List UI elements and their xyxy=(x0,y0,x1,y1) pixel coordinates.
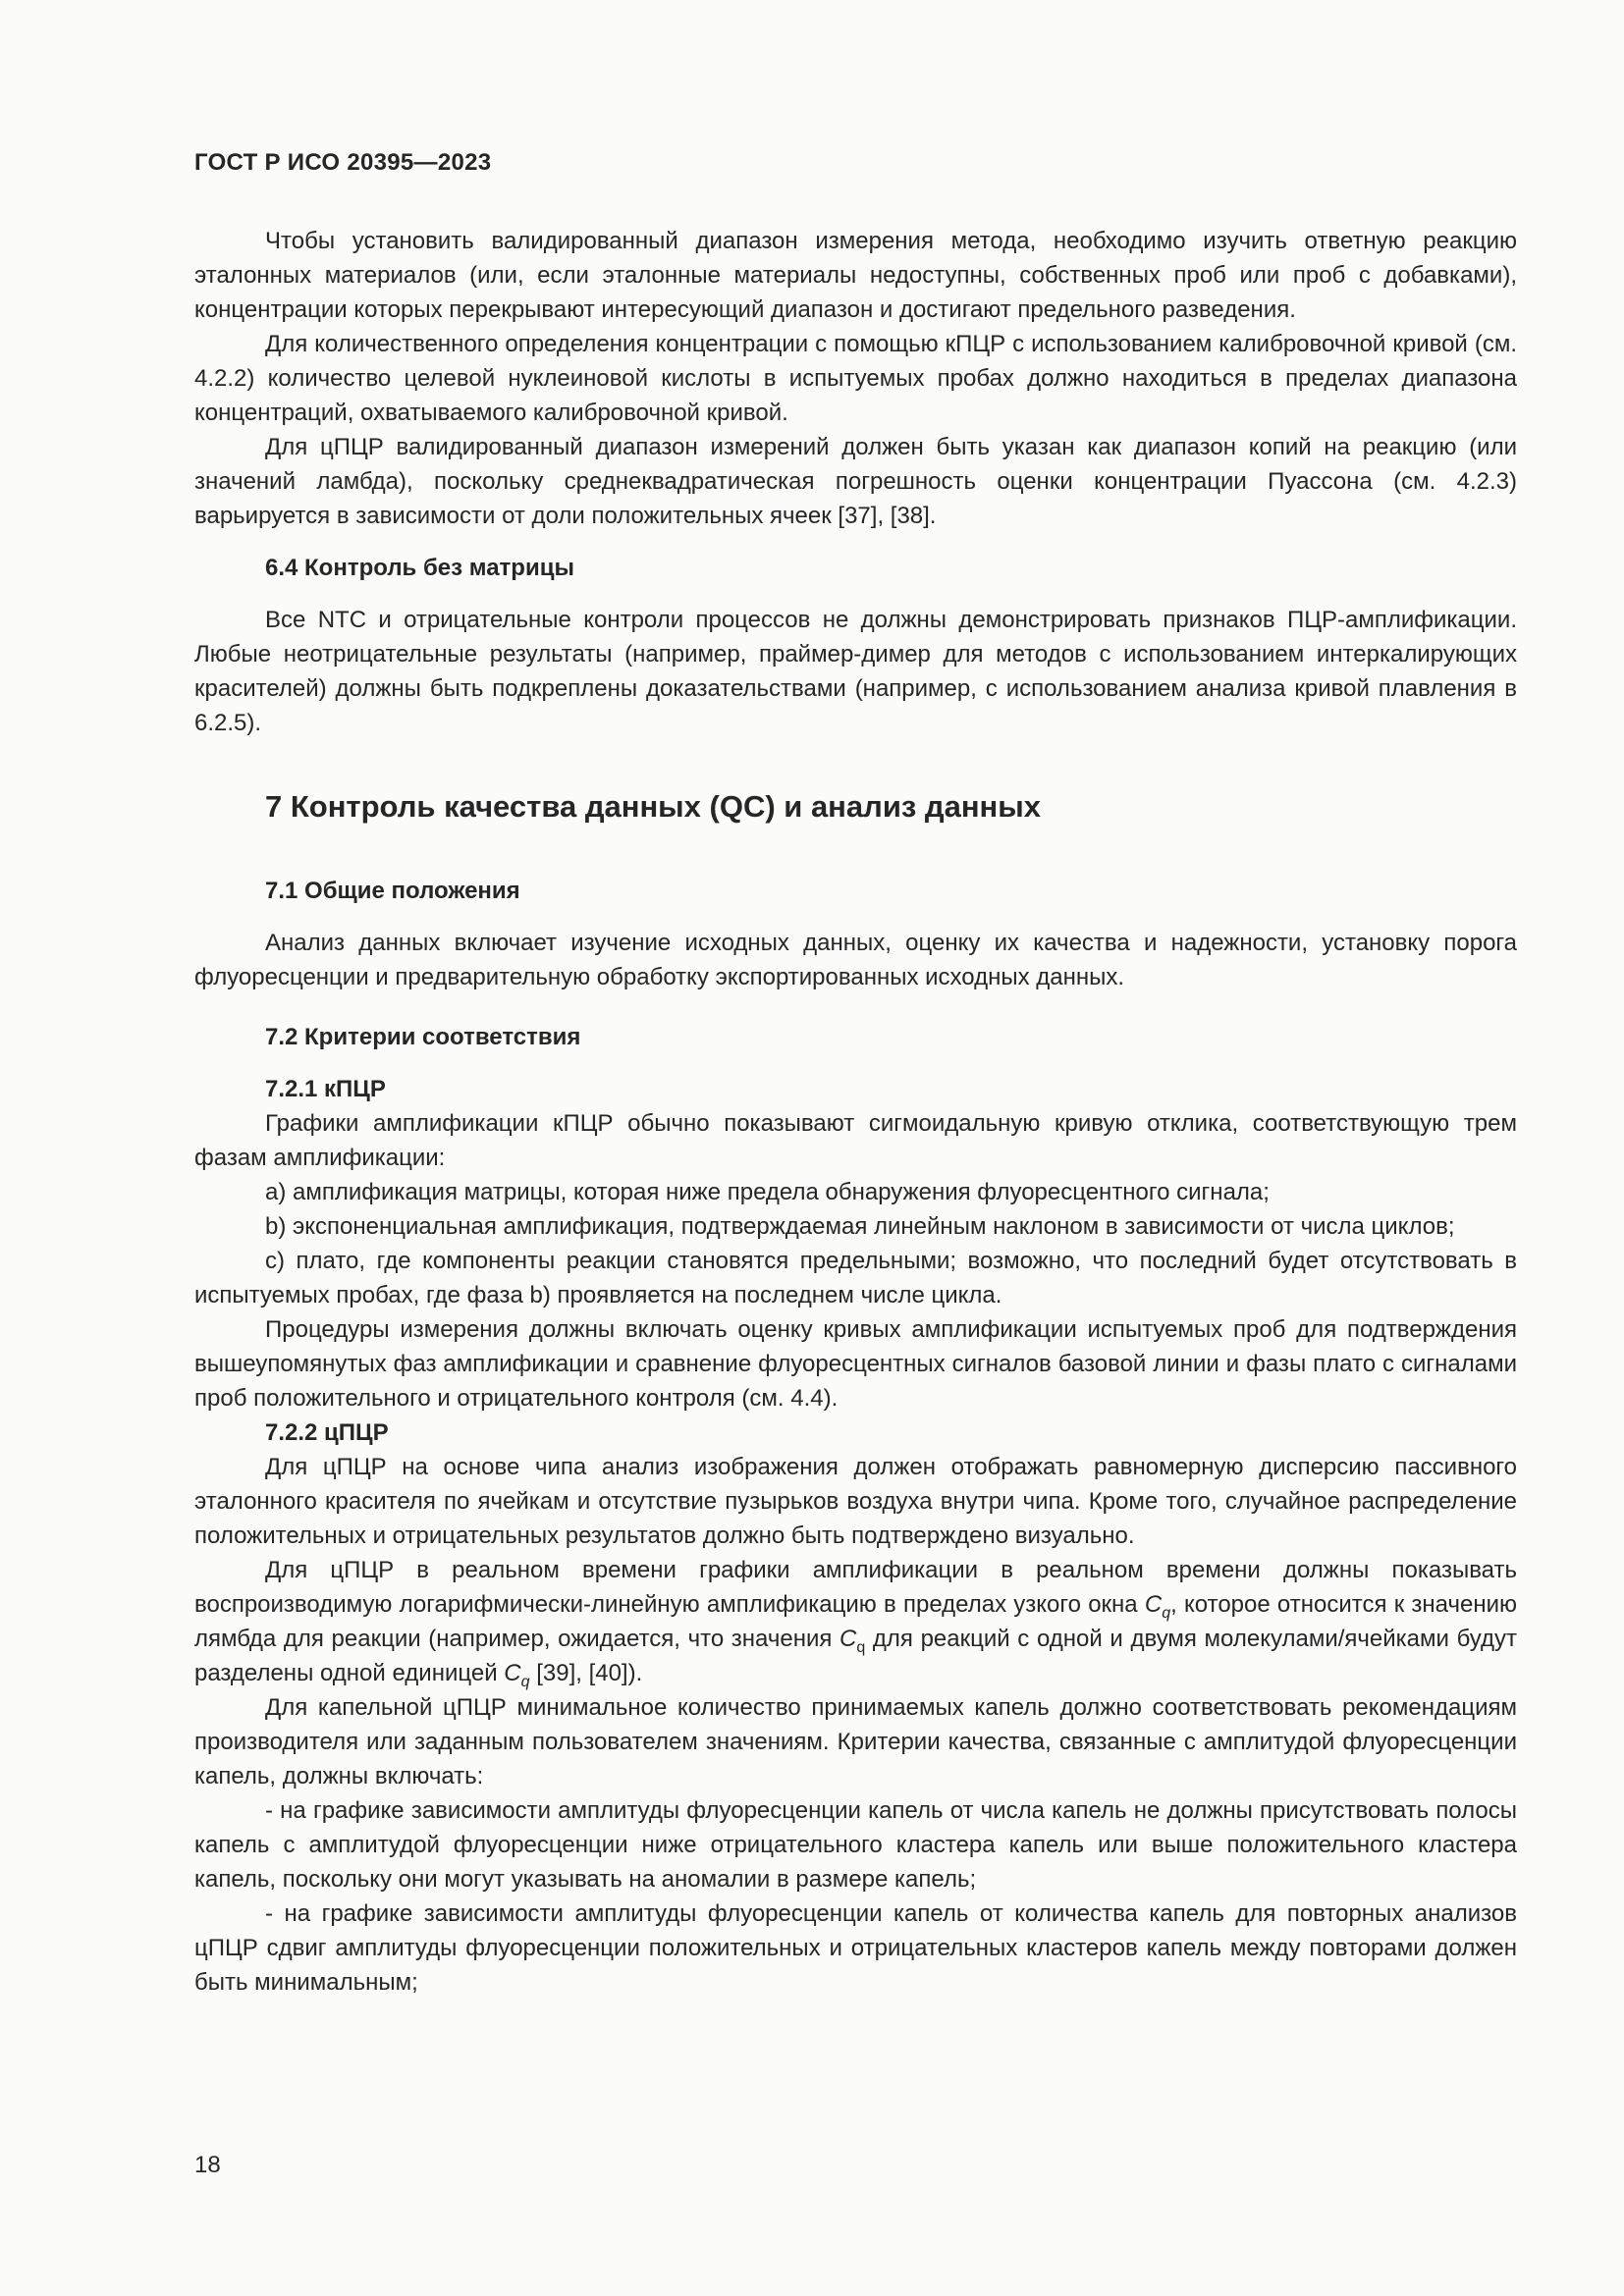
heading-7-2-1: 7.2.1 кПЦР xyxy=(265,1076,386,1102)
paragraph-range-2: Для количественного определения концентрации с помощью кПЦР с использованием калибровочной кривой (см. 4.2.2) количество целевой нуклеиновой кислоты в испытуемых пробах должно находиться в пределах диапазона концентраций, охватываемого калибровочной кривой. xyxy=(194,331,1517,426)
paragraph-7-2-2-a: Для цПЦР на основе чипа анализ изображения должен отображать равномерную дисперсию пассивного эталонного красителя по ячейкам и отсутствие пузырьков воздуха внутри чипа. Кроме того, случайное распределение положительных и отрицательных результатов должно быть подтверждено визуально. xyxy=(194,1454,1517,1549)
paragraph-6-4: Все NTC и отрицательные контроли процессов не должны демонстрировать признаков ПЦР-амплификации. Любые неотрицательные результаты (например, праймер-димер для методов с использованием интеркалирующих красителей) должны быть подкреплены доказательствами (например, с использованием анализа кривой плавления в 6.2.5). xyxy=(194,607,1517,736)
list-item-b: b) экспоненциальная амплификация, подтверждаемая линейным наклоном в зависимости от числа циклов; xyxy=(265,1213,1455,1240)
cq-subscript-1: q xyxy=(1162,1604,1171,1622)
running-header-standard-id: ГОСТ Р ИСО 20395—2023 xyxy=(194,149,492,176)
heading-7-2: 7.2 Критерии соответствия xyxy=(265,1024,581,1050)
list-item-a: а) амплификация матрицы, которая ниже предела обнаружения флуоресцентного сигнала; xyxy=(265,1179,1270,1205)
paragraph-range-3: Для цПЦР валидированный диапазон измерений должен быть указан как диапазон копий на реакцию (или значений ламбда), поскольку среднеквадратическая погрешность оценки концентрации Пуассона (см. 4.2.3) варьируется в зависимости от доли положительных ячеек [37], [38]. xyxy=(194,434,1517,529)
paragraph-7-2-1-intro: Графики амплификации кПЦР обычно показывают сигмоидальную кривую отклика, соответствующую трем фазам амплификации: xyxy=(194,1110,1517,1171)
list-item-c: с) плато, где компоненты реакции становятся предельными; возможно, что последний будет отсутствовать в испытуемых пробах, где фаза b) проявляется на последнем числе цикла. xyxy=(194,1248,1517,1308)
list-item-dash-2: - на графике зависимости амплитуды флуоресценции капель от количества капель для повторных анализов цПЦР сдвиг амплитуды флуоресценции положительных и отрицательных кластеров капель между повторами должен быть минимальным; xyxy=(194,1900,1517,1996)
paragraph-7-1: Анализ данных включает изучение исходных данных, оценку их качества и надежности, установку порога флуоресценции и предварительную обработку экспортированных исходных данных. xyxy=(194,930,1517,990)
paragraph-7-2-1-end: Процедуры измерения должны включать оценку кривых амплификации испытуемых проб для подтверждения вышеупомянутых фаз амплификации и сравнение флуоресцентных сигналов базовой линии и фазы плато с сигналами проб положительного и отрицательного контроля (см. 4.4). xyxy=(194,1316,1517,1412)
paragraph-7-2-2-b-part4: [39], [40]). xyxy=(529,1660,643,1686)
cq-symbol-3: C xyxy=(504,1660,521,1686)
cq-subscript-3: q xyxy=(520,1673,530,1690)
paragraph-7-2-2-b-part2: , которое относится к значению лямбда для реакции (например, ожидается, что значения xyxy=(194,1591,1518,1652)
cq-subscript-2: q xyxy=(856,1638,866,1656)
paragraph-range-1: Чтобы установить валидированный диапазон измерения метода, необходимо изучить ответную реакцию эталонных материалов (или, если эталонные материалы недоступны, собственных проб или проб с добавками), концентрации которых перекрывают интересующий диапазон и достигают предельного разведения. xyxy=(194,228,1517,323)
list-item-dash-1: - на графике зависимости амплитуды флуоресценции капель от числа капель не должны присутствовать полосы капель с амплитудой флуоресценции ниже отрицательного кластера капель или выше положительного кластера капель, поскольку они могут указывать на аномалии в размере капель; xyxy=(194,1797,1517,1893)
cq-symbol-1: C xyxy=(1144,1591,1163,1618)
cq-symbol-2: C xyxy=(839,1626,857,1652)
heading-7-1: 7.1 Общие положения xyxy=(265,878,520,904)
page-number: 18 xyxy=(194,2152,221,2178)
heading-section-7: 7 Контроль качества данных (QC) и анализ данных xyxy=(265,789,1042,824)
paragraph-7-2-2-c: Для капельной цПЦР минимальное количество принимаемых капель должно соответствовать рекомендациям производителя или заданным пользователем значениям. Критерии качества, связанные с амплитудой флуоресценции капель, должны включать: xyxy=(194,1694,1517,1789)
paragraph-7-2-2-b xyxy=(194,1553,1517,1690)
heading-7-2-2: 7.2.2 цПЦР xyxy=(265,1419,389,1446)
body-text xyxy=(194,224,1517,2000)
paragraph-7-2-2-b-part1: Для цПЦР в реальном времени графики амплификации в реальном времени должны показывать воспроизводимую логарифмически-линейную амплификацию в пределах узкого окна xyxy=(194,1557,1517,1618)
paragraph-7-2-2-b-part3: для реакций с одной и двумя молекулами/ячейками будут разделены одной единицей xyxy=(194,1626,1517,1686)
heading-6-4: 6.4 Контроль без матрицы xyxy=(265,555,574,581)
